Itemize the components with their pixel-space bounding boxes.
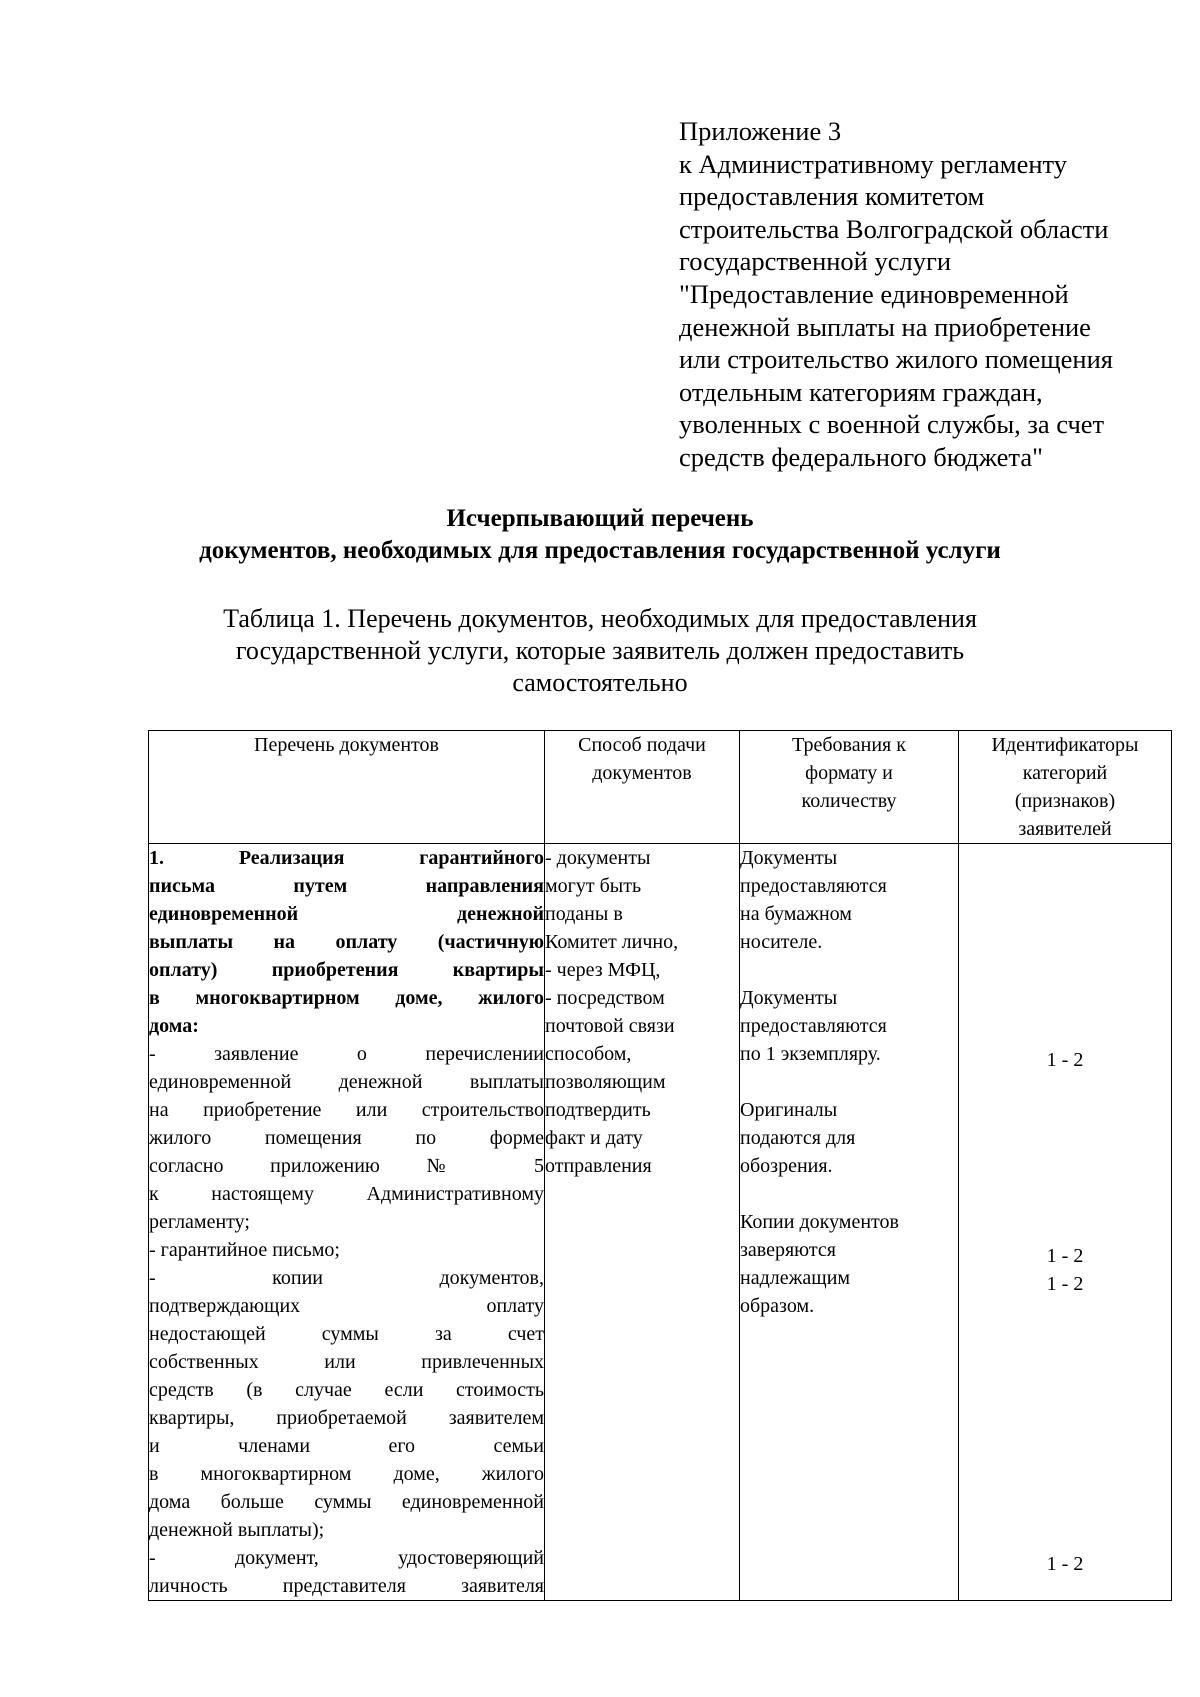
header-line: документов xyxy=(592,762,692,784)
doc-line: недостающей суммы за счет xyxy=(149,1323,544,1345)
appendix-header xyxy=(679,115,1179,474)
appendix-line: уволенных с военной службы, за счет xyxy=(679,409,1105,440)
submission-line: могут быть xyxy=(545,875,642,897)
identifier-value: 1 - 2 xyxy=(1046,1273,1084,1295)
doc-line: согласно приложению № 5 xyxy=(149,1155,544,1177)
header-format-requirements xyxy=(740,731,959,844)
submission-line: способом, xyxy=(545,1043,632,1065)
doc-line: - гарантийное письмо; xyxy=(149,1239,340,1261)
doc-line: оплату) приобретения квартиры xyxy=(149,959,544,981)
doc-line: - заявление о перечислении xyxy=(149,1043,544,1065)
appendix-line: средств федерального бюджета" xyxy=(679,441,1043,472)
doc-line: квартиры, приобретаемой заявителем xyxy=(149,1407,544,1429)
header-line: формату и xyxy=(805,762,893,784)
submission-line: Комитет лично, xyxy=(545,931,679,953)
doc-line: - копии документов, xyxy=(149,1267,544,1289)
doc-line: жилого помещения по форме xyxy=(149,1127,544,1149)
header-submission-method xyxy=(545,731,740,844)
header-line: категорий xyxy=(1022,762,1108,784)
table-caption-line: самостоятельно xyxy=(512,668,688,697)
header-line: Требования к xyxy=(792,734,906,756)
table-caption xyxy=(0,603,1200,699)
table-header-row xyxy=(149,731,1172,844)
doc-line: 1. Реализация гарантийного xyxy=(149,847,544,869)
appendix-line: отдельным категориям граждан, xyxy=(679,376,1043,407)
submission-line: поданы в xyxy=(545,903,623,925)
doc-line: денежной выплаты); xyxy=(149,1519,325,1541)
submission-line: подтвердить xyxy=(545,1099,651,1121)
appendix-line: строительства Волгоградской области xyxy=(679,213,1109,244)
requirement-line: Оригиналы xyxy=(740,1099,838,1121)
doc-line: дома: xyxy=(149,1015,199,1037)
doc-line: - документ, удостоверяющий xyxy=(149,1547,544,1569)
requirement-line: надлежащим xyxy=(740,1267,851,1289)
appendix-line: денежной выплаты на приобретение xyxy=(679,311,1091,342)
table-caption-line: государственной услуги, которые заявитель должен предоставить xyxy=(235,636,965,665)
requirement-line: обозрения. xyxy=(740,1155,833,1177)
doc-line: средств (в случае если стоимость xyxy=(149,1379,544,1401)
doc-line: единовременной денежной выплаты xyxy=(149,1071,544,1093)
cell-documents xyxy=(149,844,545,1601)
doc-line: письма путем направления xyxy=(149,875,544,897)
submission-line: - через МФЦ, xyxy=(545,959,661,981)
appendix-line: государственной услуги xyxy=(679,246,952,277)
requirement-line: предоставляются xyxy=(740,1015,887,1037)
doc-line: регламенту; xyxy=(149,1211,250,1233)
requirement-line: на бумажном xyxy=(740,903,852,925)
cell-submission-method xyxy=(545,844,740,1601)
identifier-value: 1 - 2 xyxy=(1046,1245,1084,1267)
doc-line: подтверждающих оплату xyxy=(149,1295,544,1317)
requirement-line: носителе. xyxy=(740,931,823,953)
doc-line: собственных или привлеченных xyxy=(149,1351,544,1373)
requirement-line: подаются для xyxy=(740,1127,856,1149)
requirement-line: образом. xyxy=(740,1295,815,1317)
doc-line: к настоящему Административному xyxy=(149,1183,544,1205)
header-documents-list xyxy=(149,731,545,844)
document-title-line: документов, необходимых для предоставления государственной услуги xyxy=(199,537,1001,564)
doc-line: на приобретение или строительство xyxy=(149,1099,544,1121)
requirement-line: Документы xyxy=(740,847,838,869)
cell-applicant-identifiers xyxy=(959,844,1172,1601)
doc-line: и членами его семьи xyxy=(149,1435,544,1457)
appendix-line: к Административному регламенту xyxy=(679,148,1067,179)
header-applicant-identifiers xyxy=(959,731,1172,844)
requirement-line: предоставляются xyxy=(740,875,887,897)
paragraph-gap xyxy=(740,956,958,984)
appendix-line: или строительство жилого помещения xyxy=(679,344,1113,375)
submission-line: почтовой связи xyxy=(545,1015,675,1037)
identifier-value: 1 - 2 xyxy=(1046,1553,1084,1575)
table-caption-line: Таблица 1. Перечень документов, необходимых для предоставления xyxy=(223,604,977,633)
doc-line: выплаты на оплату (частичную xyxy=(149,931,544,953)
appendix-line: Приложение 3 xyxy=(679,116,842,146)
submission-line: факт и дату xyxy=(545,1127,643,1149)
paragraph-gap xyxy=(740,1068,958,1096)
header-line: (признаков) xyxy=(1014,790,1116,812)
header-line: количеству xyxy=(801,790,897,812)
appendix-line: "Предоставление единовременной xyxy=(679,278,1069,309)
submission-line: позволяющим xyxy=(545,1071,666,1093)
doc-line: единовременной денежной xyxy=(149,903,544,925)
requirement-line: заверяются xyxy=(740,1239,836,1261)
requirement-line: по 1 экземпляру. xyxy=(740,1043,881,1065)
header-line: заявителей xyxy=(1018,818,1112,840)
identifier-value: 1 - 2 xyxy=(1046,1049,1084,1071)
doc-line: личность представителя заявителя xyxy=(149,1575,544,1597)
appendix-line: предоставления комитетом xyxy=(679,181,985,212)
submission-line: - посредством xyxy=(545,987,665,1009)
requirement-line: Копии документов xyxy=(740,1211,899,1233)
table-row xyxy=(149,844,1172,1601)
cell-format-requirements xyxy=(740,844,959,1601)
submission-line: - документы xyxy=(545,847,651,869)
header-line: Способ подачи xyxy=(578,734,706,756)
requirement-line: Документы xyxy=(740,987,838,1009)
document-title xyxy=(0,503,1200,567)
document-title-line: Исчерпывающий перечень xyxy=(446,505,754,532)
documents-table xyxy=(148,730,1172,1601)
doc-line: дома больше суммы единовременной xyxy=(149,1491,544,1513)
paragraph-gap xyxy=(740,1180,958,1208)
header-line: Идентификаторы xyxy=(991,734,1139,756)
doc-line: в многоквартирном доме, жилого xyxy=(149,987,544,1009)
submission-line: отправления xyxy=(545,1155,652,1177)
doc-line: в многоквартирном доме, жилого xyxy=(149,1463,544,1485)
header-line: Перечень документов xyxy=(254,734,439,756)
